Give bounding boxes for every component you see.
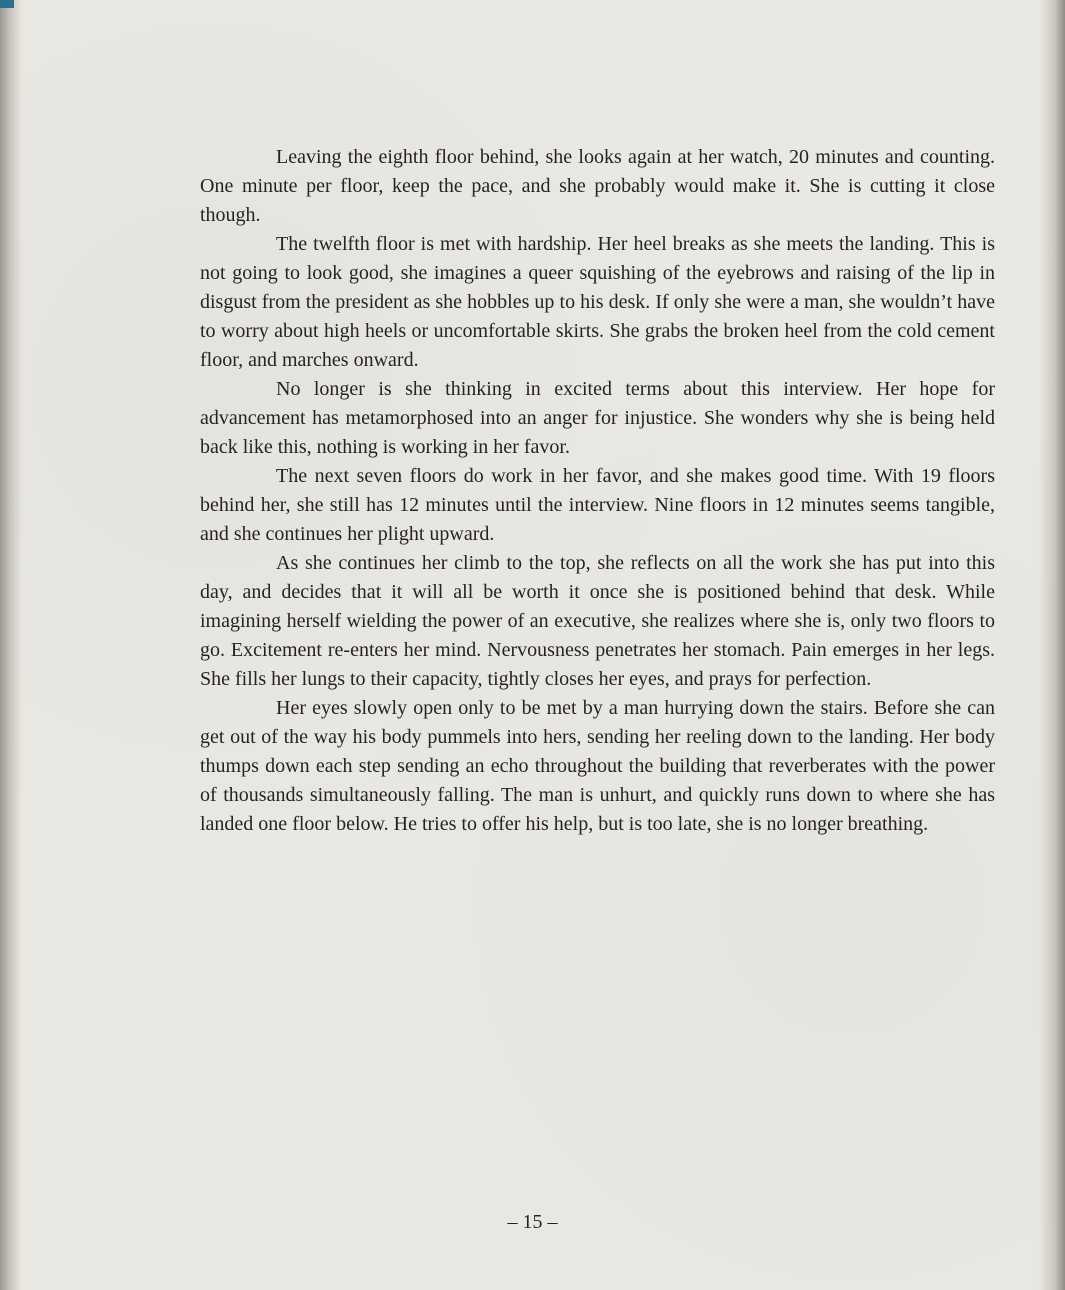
paragraph: No longer is she thinking in excited terms about this interview. Her hope for advancement has metamorphosed into an anger for injustice. She wonders why she is being held back like this, nothing is working in her favor. (200, 378, 995, 458)
paragraph: Leaving the eighth floor behind, she looks again at her watch, 20 minutes and counting. One minute per floor, keep the pace, and she probably would make it. She is cutting it close though. (200, 146, 995, 226)
paragraph: As she continues her climb to the top, she reflects on all the work she has put into this day, and decides that it will all be worth it once she is positioned behind that desk. While imagining herself wielding the power of an executive, she realizes where she is, only two floors to go. Excitement re-enters her mind. Nervousness penetrates her stomach. Pain emerges in her legs. She fills her lungs to their capacity, tightly closes her eyes, and prays for perfection. (200, 552, 995, 690)
page-edge-shadow (1039, 0, 1065, 1290)
binding-accent-mark (0, 0, 14, 8)
page-number: – 15 – (507, 1211, 558, 1233)
paragraph: The twelfth floor is met with hardship. Her heel breaks as she meets the landing. This is not going to look good, she imagines a queer squishing of the eyebrows and raising of the lip in disgust from the president as she hobbles up to his desk. If only she were a man, she wouldn’t have to worry about high heels or uncomfortable skirts. She grabs the broken heel from the cold cement floor, and marches onward. (200, 233, 995, 371)
story-text (200, 143, 995, 839)
binding-shadow (0, 0, 22, 1290)
paragraph: Her eyes slowly open only to be met by a man hurrying down the stairs. Before she can get out of the way his body pummels into hers, sending her reeling down to the landing. Her body thumps down each step sending an echo throughout the building that reverberates with the power of thousands simultaneously falling. The man is unhurt, and quickly runs down to where she has landed one floor below. He tries to offer his help, but is too late, she is no longer breathing. (200, 697, 995, 835)
paragraph: The next seven floors do work in her favor, and she makes good time. With 19 floors behind her, she still has 12 minutes until the interview. Nine floors in 12 minutes seems tangible, and she continues her plight upward. (200, 465, 995, 545)
